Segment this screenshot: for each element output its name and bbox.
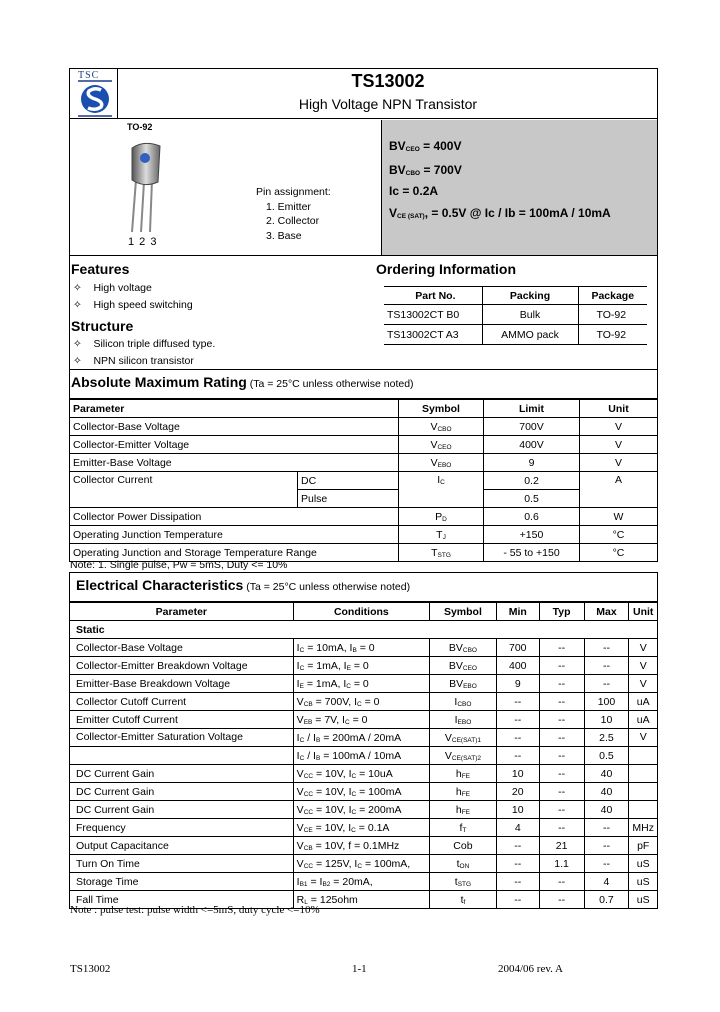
elec-unit [629, 765, 658, 783]
page-title: TS13002 [351, 71, 425, 91]
features-title: Features [71, 261, 130, 277]
abs-limit: +150 [484, 526, 580, 544]
elec-cond: $V_{EB} = 7V$, $I_C = 0$ [293, 711, 429, 729]
abs-limit: 0.5 [484, 490, 580, 508]
elec-param: Storage Time [70, 873, 294, 891]
abs-limit: 0.6 [484, 508, 580, 526]
elec-symbol: $h_{FE}$ [430, 765, 497, 783]
abs-unit: V [580, 436, 658, 454]
table-row [70, 472, 658, 490]
elec-param: DC Current Gain [70, 783, 294, 801]
elec-cond: $R_L = 125ohm$ [293, 891, 429, 909]
elec-unit: V [629, 657, 658, 675]
elec-header: Parameter [70, 603, 294, 621]
abs-param: Collector Power Dissipation [70, 508, 399, 526]
elec-cond: $I_E = 1mA$, $I_C = 0$ [293, 675, 429, 693]
elec-min: -- [496, 873, 539, 891]
elec-header: Typ [539, 603, 584, 621]
elec-header: Min [496, 603, 539, 621]
table-row [70, 801, 658, 819]
abs-symbol: $P_D$ [399, 508, 484, 526]
abs-symbol: $I_C$ [399, 472, 484, 508]
ordering-header: Packing [482, 287, 578, 305]
elec-cond: $I_C = 10mA$, $I_B = 0$ [293, 639, 429, 657]
abs-symbol: $T_J$ [399, 526, 484, 544]
elec-unit: uS [629, 891, 658, 909]
package-label: TO-92 [127, 122, 153, 132]
pin-numbers: 1 2 3 [128, 236, 158, 248]
table-row [70, 657, 658, 675]
elec-cond: $V_{CC} = 10V$, $I_C = 200mA$ [293, 801, 429, 819]
elec-param: Collector Cutoff Current [70, 693, 294, 711]
table-row [70, 693, 658, 711]
abs-param: Operating Junction and Storage Temperature Range [70, 544, 399, 562]
elec-symbol: $I_{EBO}$ [430, 711, 497, 729]
abs-max-header: Limit [484, 400, 580, 418]
elec-typ: -- [539, 711, 584, 729]
table-row [70, 675, 658, 693]
table-row [70, 747, 658, 765]
elec-param: Collector-Emitter Breakdown Voltage [70, 657, 294, 675]
elec-typ: -- [539, 729, 584, 747]
elec-param: Emitter-Base Breakdown Voltage [70, 675, 294, 693]
abs-unit: V [580, 454, 658, 472]
elec-typ: -- [539, 891, 584, 909]
elec-min: -- [496, 729, 539, 747]
elec-cond: $V_{CC} = 125V$, $I_C = 100mA$, [293, 855, 429, 873]
elec-table [69, 602, 658, 909]
abs-limit: 9 [484, 454, 580, 472]
footer-left: TS13002 [70, 963, 111, 975]
pin-title: Pin assignment: [256, 186, 331, 198]
elec-unit: MHz [629, 819, 658, 837]
elec-typ: -- [539, 801, 584, 819]
abs-unit: W [580, 508, 658, 526]
elec-unit: uS [629, 873, 658, 891]
elec-symbol: $t_f$ [430, 891, 497, 909]
elec-symbol: $I_{CBO}$ [430, 693, 497, 711]
elec-typ: 1.1 [539, 855, 584, 873]
table-row [70, 873, 658, 891]
elec-cond: $I_C / I_B = 200mA / 20mA$ [293, 729, 429, 747]
static-label: Static [70, 621, 658, 639]
logo-text: TSC [78, 70, 100, 81]
abs-unit: °C [580, 526, 658, 544]
elec-max: 0.7 [584, 891, 629, 909]
elec-symbol: $t_{STG}$ [430, 873, 497, 891]
elec-param: Collector-Base Voltage [70, 639, 294, 657]
ordering-cell: TS13002CT A3 [384, 325, 482, 345]
abs-limit: - 55 to +150 [484, 544, 580, 562]
structure-item: ✧ NPN silicon transistor [73, 355, 194, 367]
elec-cond: $V_{CC} = 10V$, $I_C = 10uA$ [293, 765, 429, 783]
abs-max-header: Parameter [70, 400, 399, 418]
pin-1: 1. Emitter [266, 201, 311, 213]
table-row [70, 729, 658, 747]
elec-min: 700 [496, 639, 539, 657]
elec-typ: -- [539, 873, 584, 891]
structure-title: Structure [71, 318, 134, 334]
elec-symbol: $V_{CE(SAT)2}$ [430, 747, 497, 765]
abs-limit: 0.2 [484, 472, 580, 490]
ordering-cell: Bulk [482, 305, 578, 325]
abs-max-table [69, 399, 658, 562]
table-row [70, 819, 658, 837]
abs-max-title: Absolute Maximum Rating (Ta = 25°C unless otherwise noted) [71, 374, 414, 390]
elec-cond: $I_C / I_B = 100mA / 10mA$ [293, 747, 429, 765]
elec-symbol: $BV_{CBO}$ [430, 639, 497, 657]
ordering-header: Package [578, 287, 647, 305]
elec-header: Symbol [430, 603, 497, 621]
elec-unit [629, 747, 658, 765]
table-row [70, 837, 658, 855]
elec-symbol: $h_{FE}$ [430, 801, 497, 819]
elec-typ: -- [539, 693, 584, 711]
elec-max: 10 [584, 711, 629, 729]
elec-typ: -- [539, 657, 584, 675]
table-row [70, 418, 658, 436]
elec-min: -- [496, 837, 539, 855]
elec-max: 2.5 [584, 729, 629, 747]
table-row [70, 526, 658, 544]
elec-typ: 21 [539, 837, 584, 855]
elec-symbol: $h_{FE}$ [430, 783, 497, 801]
elec-unit: V [629, 675, 658, 693]
elec-cond: $I_{B1} = I_{B2} = 20mA$, [293, 873, 429, 891]
logo-s-icon [74, 70, 116, 118]
abs-symbol: $V_{CEO}$ [399, 436, 484, 454]
elec-cond: $V_{CC} = 10V$, $I_C = 100mA$ [293, 783, 429, 801]
abs-param: Collector-Emitter Voltage [70, 436, 399, 454]
elec-param: Fall Time [70, 891, 294, 909]
elec-max: -- [584, 639, 629, 657]
elec-min: 9 [496, 675, 539, 693]
elec-max: -- [584, 657, 629, 675]
elec-max: 40 [584, 801, 629, 819]
ordering-cell: AMMO pack [482, 325, 578, 345]
abs-symbol: $V_{EBO}$ [399, 454, 484, 472]
elec-cond: $V_{CE} = 10V$, $I_C = 0.1A$ [293, 819, 429, 837]
abs-limit: 400V [484, 436, 580, 454]
table-row [70, 855, 658, 873]
abs-unit: V [580, 418, 658, 436]
abs-unit: °C [580, 544, 658, 562]
pin-3: 3. Base [266, 230, 302, 242]
table-row [70, 783, 658, 801]
elec-note: Note : pulse test: pulse width <=5mS, duty cycle <=10% [70, 904, 320, 916]
elec-min: 400 [496, 657, 539, 675]
table-row [70, 454, 658, 472]
abs-param: Emitter-Base Voltage [70, 454, 399, 472]
elec-symbol: $t_{ON}$ [430, 855, 497, 873]
elec-param: DC Current Gain [70, 801, 294, 819]
abs-cond: DC [298, 472, 399, 490]
elec-unit [629, 801, 658, 819]
feature-item: ✧ High speed switching [73, 299, 193, 311]
elec-max: 4 [584, 873, 629, 891]
elec-typ: -- [539, 747, 584, 765]
elec-max: 100 [584, 693, 629, 711]
elec-min: 20 [496, 783, 539, 801]
elec-min: -- [496, 855, 539, 873]
elec-header: Max [584, 603, 629, 621]
elec-max: -- [584, 675, 629, 693]
elec-max: -- [584, 837, 629, 855]
elec-typ: -- [539, 819, 584, 837]
table-row [70, 436, 658, 454]
abs-param: Collector-Base Voltage [70, 418, 399, 436]
elec-param: Frequency [70, 819, 294, 837]
elec-param: Output Capacitance [70, 837, 294, 855]
footer-page: 1-1 [352, 963, 367, 975]
elec-symbol: $BV_{EBO}$ [430, 675, 497, 693]
elec-symbol: $V_{CE(SAT)1}$ [430, 729, 497, 747]
elec-typ: -- [539, 765, 584, 783]
elec-symbol: $f_T$ [430, 819, 497, 837]
abs-unit: A [580, 472, 658, 508]
pin-2: 2. Collector [266, 215, 320, 227]
elec-cond: $I_C = 1mA$, $I_E = 0$ [293, 657, 429, 675]
elec-min: -- [496, 711, 539, 729]
page-subtitle: High Voltage NPN Transistor [298, 96, 478, 112]
spec-bvceo: $BV_{CEO} = 400V$ [389, 139, 462, 153]
abs-param: Collector Current [70, 472, 298, 508]
elec-unit [629, 783, 658, 801]
abs-max-header: Unit [580, 400, 658, 418]
structure-item: ✧ Silicon triple diffused type. [73, 338, 216, 350]
ordering-header: Part No. [384, 287, 482, 305]
elec-typ: -- [539, 639, 584, 657]
elec-min: 4 [496, 819, 539, 837]
elec-cond: $V_{CB} = 10V$, f = 0.1MHz [293, 837, 429, 855]
elec-min: -- [496, 693, 539, 711]
abs-limit: 700V [484, 418, 580, 436]
elec-unit: uA [629, 693, 658, 711]
ordering-table [384, 286, 647, 345]
abs-max-header: Symbol [399, 400, 484, 418]
elec-param: Collector-Emitter Saturation Voltage [70, 729, 294, 747]
elec-min: -- [496, 891, 539, 909]
to92-transistor-icon [122, 140, 170, 240]
elec-param [70, 747, 294, 765]
ordering-cell: TO-92 [578, 305, 647, 325]
elec-max: 40 [584, 783, 629, 801]
elec-cond: $V_{CB} = 700V$, $I_C = 0$ [293, 693, 429, 711]
elec-symbol: Cob [430, 837, 497, 855]
elec-unit: V [629, 729, 658, 747]
abs-max-note: Note: 1. Single pulse, Pw = 5mS, Duty <= 10% [70, 559, 288, 571]
abs-param: Operating Junction Temperature [70, 526, 399, 544]
elec-unit: V [629, 639, 658, 657]
elec-unit: uA [629, 711, 658, 729]
elec-title: Electrical Characteristics (Ta = 25°C unless otherwise noted) [76, 577, 411, 593]
abs-symbol: $T_{STG}$ [399, 544, 484, 562]
elec-max: -- [584, 855, 629, 873]
spec-ic: Ic = 0.2A [389, 184, 439, 198]
elec-min: 10 [496, 801, 539, 819]
elec-max: -- [584, 819, 629, 837]
abs-symbol: $V_{CBO}$ [399, 418, 484, 436]
elec-symbol: $BV_{CEO}$ [430, 657, 497, 675]
elec-max: 0.5 [584, 747, 629, 765]
elec-typ: -- [539, 675, 584, 693]
ordering-cell: TO-92 [578, 325, 647, 345]
elec-max: 40 [584, 765, 629, 783]
ordering-cell: TS13002CT B0 [384, 305, 482, 325]
elec-header: Unit [629, 603, 658, 621]
table-row [70, 639, 658, 657]
elec-param: Turn On Time [70, 855, 294, 873]
elec-min: 10 [496, 765, 539, 783]
tsc-logo [74, 70, 116, 118]
table-row [70, 765, 658, 783]
elec-unit: pF [629, 837, 658, 855]
footer-right: 2004/06 rev. A [498, 963, 563, 975]
feature-item: ✧ High voltage [73, 282, 152, 294]
elec-typ: -- [539, 783, 584, 801]
elec-param: Emitter Cutoff Current [70, 711, 294, 729]
spec-bvcbo: $BV_{CBO} = 700V$ [389, 163, 462, 177]
elec-min: -- [496, 747, 539, 765]
table-row [70, 711, 658, 729]
elec-unit: uS [629, 855, 658, 873]
spec-vce: $V_{CE (SAT)}$, = 0.5V @ Ic / Ib = 100mA / 10mA [389, 206, 611, 220]
elec-param: DC Current Gain [70, 765, 294, 783]
elec-header: Conditions [293, 603, 429, 621]
table-row [70, 508, 658, 526]
ordering-title: Ordering Information [376, 261, 516, 277]
abs-cond: Pulse [298, 490, 399, 508]
